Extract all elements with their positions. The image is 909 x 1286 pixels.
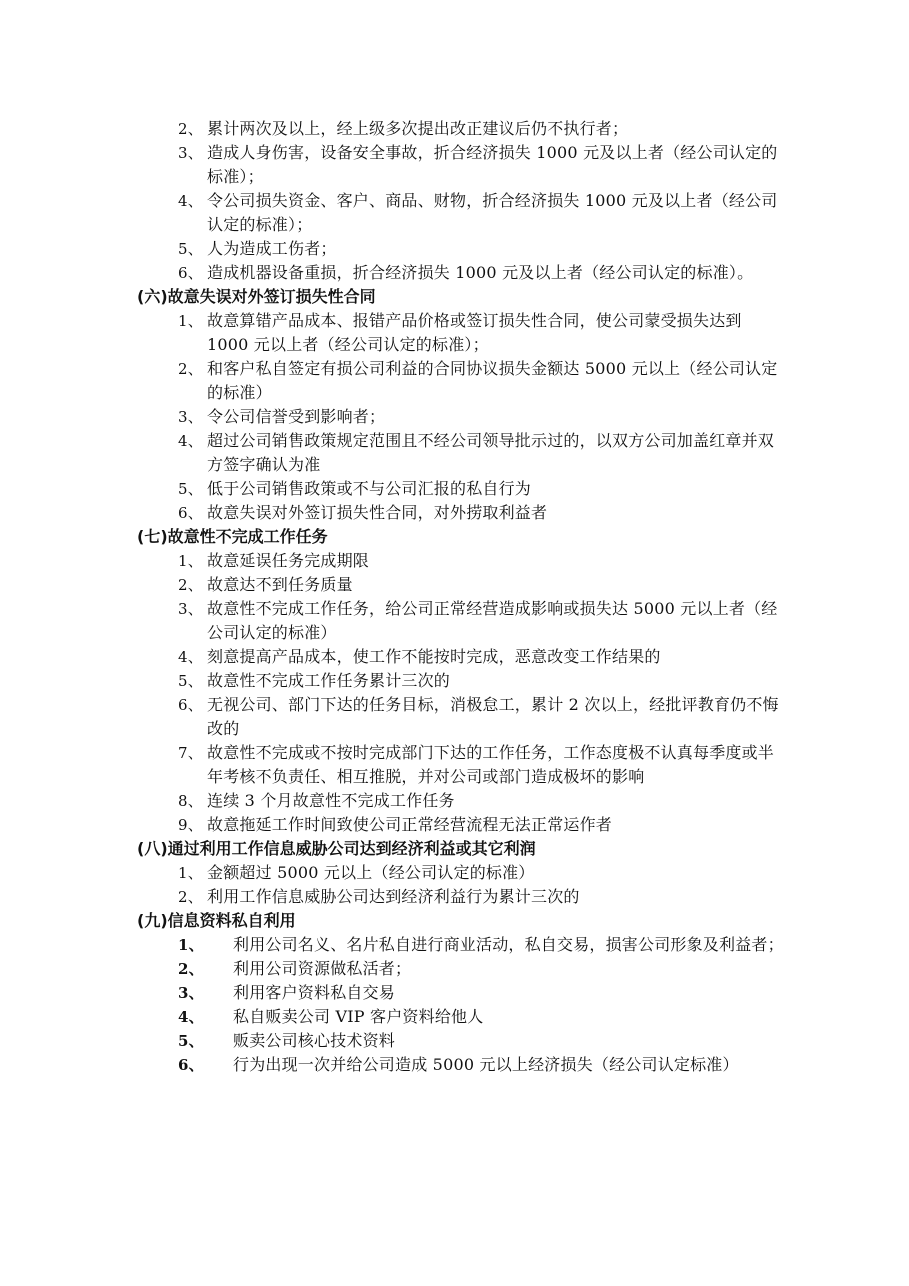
document-body [137,117,787,1077]
item-text: 和客户私自签定有损公司利益的合同协议损失金额达 5000 元以上（经公司认定的标准） [207,359,778,402]
list-item [137,1029,787,1053]
item-text: 贩卖公司核心技术资料 [233,1031,396,1050]
item-number: 1、 [178,312,203,330]
item-text: 故意延误任务完成期限 [207,551,370,570]
list-item [137,237,787,261]
item-text: 利用公司名义、名片私自进行商业活动，私自交易，损害公司形象及利益者； [233,935,784,954]
item-number: 4、 [178,432,203,450]
item-text: 刻意提高产品成本，使工作不能按时完成，恶意改变工作结果的 [207,647,661,666]
section-7-list [137,549,787,837]
item-number: 2、 [178,888,203,906]
list-item [137,693,787,741]
item-text: 故意性不完成工作任务，给公司正常经营造成影响或损失达 5000 元以上者（经公司认定的标准） [207,599,778,642]
list-item [137,117,787,141]
item-number: 5、 [178,672,203,690]
item-number: 8、 [178,792,203,810]
item-text: 私自贩卖公司 VIP 客户资料给他人 [233,1007,484,1026]
section-6-list [137,309,787,525]
item-number: 7、 [178,744,203,762]
item-text: 令公司损失资金、客户、商品、财物，折合经济损失 1000 元及以上者（经公司认定的标准）； [207,191,778,234]
section-5-list [137,117,787,285]
item-text: 利用公司资源做私活者； [233,959,412,978]
list-item [137,669,787,693]
list-item [137,981,787,1005]
item-number: 3、 [178,144,203,162]
item-text: 金额超过 5000 元以上（经公司认定的标准） [207,863,535,882]
item-number: 6、 [178,1056,204,1074]
item-text: 无视公司、部门下达的任务目标，消极怠工，累计 2 次以上，经批评教育仍不悔改的 [207,695,779,738]
section-heading: (八)通过利用工作信息威胁公司达到经济利益或其它利润 [137,839,536,858]
item-number: 6、 [178,504,203,522]
item-text: 故意算错产品成本、报错产品价格或签订损失性合同，使公司蒙受损失达到 1000 元以上者（经公司认定的标准）； [207,311,742,354]
item-number: 5、 [178,480,203,498]
list-item [137,477,787,501]
item-text: 造成机器设备重损，折合经济损失 1000 元及以上者（经公司认定的标准）。 [207,263,754,282]
item-number: 4、 [178,648,203,666]
item-number: 6、 [178,696,203,714]
section-9-list [137,933,787,1077]
item-number: 4、 [178,1008,204,1026]
list-item [137,741,787,789]
list-item [137,861,787,885]
item-text: 超过公司销售政策规定范围且不经公司领导批示过的，以双方公司加盖红章并双方签字确认为准 [207,431,775,474]
item-text: 故意拖延工作时间致使公司正常经营流程无法正常运作者 [207,815,613,834]
item-text: 故意失误对外签订损失性合同，对外捞取利益者 [207,503,548,522]
item-number: 2、 [178,576,203,594]
item-number: 3、 [178,408,203,426]
item-text: 利用工作信息威胁公司达到经济利益行为累计三次的 [207,887,580,906]
item-text: 人为造成工伤者； [207,239,337,258]
item-text: 利用客户资料私自交易 [233,983,396,1002]
item-number: 2、 [178,960,204,978]
item-text: 累计两次及以上，经上级多次提出改正建议后仍不执行者； [207,119,629,138]
section-heading: (七)故意性不完成工作任务 [137,527,328,546]
list-item [137,309,787,357]
item-text: 令公司信誉受到影响者； [207,407,386,426]
list-item [137,885,787,909]
item-number: 3、 [178,600,203,618]
item-number: 6、 [178,264,203,282]
list-item [137,789,787,813]
item-number: 1、 [178,864,203,882]
list-item [137,1005,787,1029]
list-item [137,501,787,525]
item-number: 5、 [178,240,203,258]
item-number: 3、 [178,984,204,1002]
section-8-list [137,861,787,909]
item-number: 1、 [178,936,204,954]
item-text: 故意达不到任务质量 [207,575,353,594]
section-heading: (六)故意失误对外签订损失性合同 [137,287,376,306]
list-item [137,261,787,285]
item-text: 故意性不完成或不按时完成部门下达的工作任务，工作态度极不认真每季度或半年考核不负责任、相互推脱，并对公司或部门造成极坏的影响 [207,743,775,786]
list-item [137,957,787,981]
item-number: 4、 [178,192,203,210]
list-item [137,645,787,669]
item-number: 5、 [178,1032,204,1050]
list-item [137,189,787,237]
item-number: 2、 [178,360,203,378]
item-text: 造成人身伤害，设备安全事故，折合经济损失 1000 元及以上者（经公司认定的标准）； [207,143,778,186]
list-item [137,357,787,405]
list-item [137,405,787,429]
item-number: 9、 [178,816,203,834]
list-item [137,1053,787,1077]
list-item [137,597,787,645]
list-item [137,933,787,957]
list-item [137,429,787,477]
list-item [137,549,787,573]
item-number: 1、 [178,552,203,570]
item-text: 连续 3 个月故意性不完成工作任务 [207,791,455,810]
item-text: 低于公司销售政策或不与公司汇报的私自行为 [207,479,532,498]
list-item [137,813,787,837]
item-number: 2、 [178,120,203,138]
item-text: 行为出现一次并给公司造成 5000 元以上经济损失（经公司认定标准） [233,1055,739,1074]
section-heading: (九)信息资料私自利用 [137,911,296,930]
list-item [137,573,787,597]
item-text: 故意性不完成工作任务累计三次的 [207,671,451,690]
list-item [137,141,787,189]
